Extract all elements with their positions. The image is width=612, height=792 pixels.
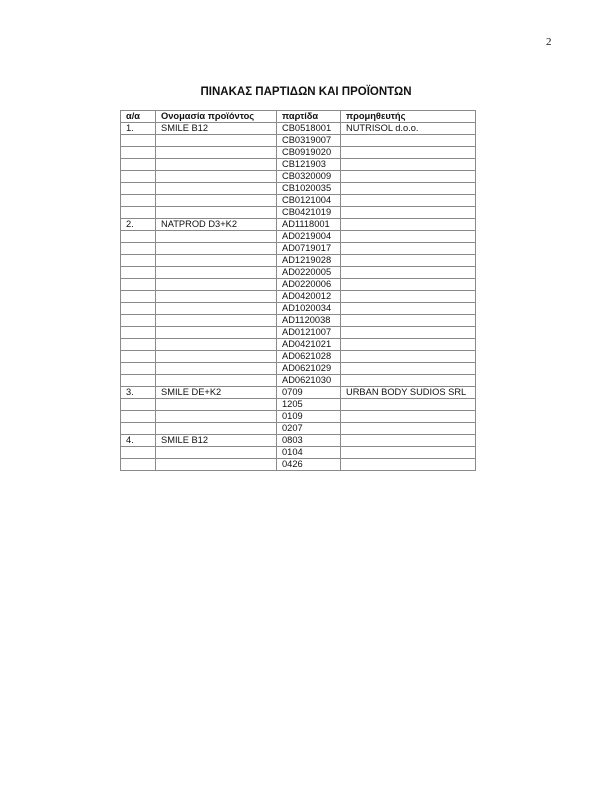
cell-index — [121, 411, 156, 423]
cell-batch: AD0621028 — [277, 351, 341, 363]
cell-batch: CB121903 — [277, 159, 341, 171]
cell-batch: 0207 — [277, 423, 341, 435]
cell-supplier — [341, 183, 476, 195]
table-row — [121, 243, 476, 255]
cell-batch: CB0919020 — [277, 147, 341, 159]
cell-product-name: SMILE DE+K2 — [156, 387, 277, 399]
cell-product-name — [156, 159, 277, 171]
table-row — [121, 255, 476, 267]
cell-batch: CB0518001 — [277, 123, 341, 135]
cell-supplier — [341, 147, 476, 159]
cell-batch: CB0121004 — [277, 195, 341, 207]
table-row — [121, 135, 476, 147]
cell-supplier — [341, 195, 476, 207]
cell-index — [121, 423, 156, 435]
cell-product-name — [156, 147, 277, 159]
cell-supplier — [341, 159, 476, 171]
table-row — [121, 387, 476, 399]
cell-index — [121, 255, 156, 267]
cell-batch: 0104 — [277, 447, 341, 459]
cell-product-name — [156, 351, 277, 363]
table-row — [121, 147, 476, 159]
table-row — [121, 207, 476, 219]
cell-supplier — [341, 351, 476, 363]
cell-batch: AD1120038 — [277, 315, 341, 327]
cell-index — [121, 135, 156, 147]
table-header-row — [121, 111, 476, 123]
table-row — [121, 315, 476, 327]
cell-supplier — [341, 399, 476, 411]
cell-index — [121, 303, 156, 315]
table-row — [121, 171, 476, 183]
table-row — [121, 279, 476, 291]
table-row — [121, 363, 476, 375]
cell-product-name — [156, 447, 277, 459]
table-row — [121, 375, 476, 387]
header-batch: παρτίδα — [277, 111, 341, 123]
table-row — [121, 183, 476, 195]
cell-index — [121, 207, 156, 219]
cell-product-name — [156, 327, 277, 339]
cell-product-name — [156, 135, 277, 147]
cell-supplier — [341, 207, 476, 219]
cell-index: 2. — [121, 219, 156, 231]
cell-index — [121, 279, 156, 291]
cell-product-name — [156, 375, 277, 387]
cell-supplier — [341, 339, 476, 351]
table-row — [121, 447, 476, 459]
cell-product-name — [156, 183, 277, 195]
cell-supplier — [341, 219, 476, 231]
cell-batch: AD0420012 — [277, 291, 341, 303]
cell-product-name — [156, 291, 277, 303]
cell-product-name — [156, 339, 277, 351]
cell-index — [121, 159, 156, 171]
cell-index — [121, 375, 156, 387]
cell-supplier — [341, 291, 476, 303]
cell-product-name — [156, 267, 277, 279]
cell-batch: 0426 — [277, 459, 341, 471]
table-row — [121, 435, 476, 447]
cell-index — [121, 243, 156, 255]
cell-index — [121, 351, 156, 363]
batches-table — [120, 110, 476, 471]
cell-batch: AD0220005 — [277, 267, 341, 279]
cell-supplier — [341, 231, 476, 243]
table-body — [121, 123, 476, 471]
cell-batch: AD1020034 — [277, 303, 341, 315]
cell-index — [121, 183, 156, 195]
cell-index — [121, 315, 156, 327]
cell-index — [121, 231, 156, 243]
cell-supplier — [341, 447, 476, 459]
cell-product-name — [156, 171, 277, 183]
cell-supplier — [341, 435, 476, 447]
cell-product-name — [156, 243, 277, 255]
cell-supplier — [341, 171, 476, 183]
header-index: α/α — [121, 111, 156, 123]
table-row — [121, 339, 476, 351]
cell-batch: CB1020035 — [277, 183, 341, 195]
cell-index — [121, 171, 156, 183]
cell-index: 4. — [121, 435, 156, 447]
table-row — [121, 291, 476, 303]
cell-batch: AD0421021 — [277, 339, 341, 351]
cell-batch: 0803 — [277, 435, 341, 447]
cell-batch: AD0121007 — [277, 327, 341, 339]
cell-batch: AD0219004 — [277, 231, 341, 243]
cell-index — [121, 267, 156, 279]
cell-index — [121, 147, 156, 159]
table-row — [121, 231, 476, 243]
cell-product-name: SMILE B12 — [156, 123, 277, 135]
document-title: ΠΙΝΑΚΑΣ ΠΑΡΤΙΔΩΝ ΚΑΙ ΠΡΟΪΟΝΤΩΝ — [200, 86, 412, 98]
table-row — [121, 327, 476, 339]
table-row — [121, 159, 476, 171]
cell-supplier — [341, 459, 476, 471]
cell-product-name — [156, 423, 277, 435]
cell-supplier — [341, 303, 476, 315]
cell-batch: CB0319007 — [277, 135, 341, 147]
cell-index — [121, 363, 156, 375]
cell-product-name — [156, 315, 277, 327]
cell-index — [121, 339, 156, 351]
cell-supplier — [341, 315, 476, 327]
table-row — [121, 423, 476, 435]
table-row — [121, 303, 476, 315]
cell-index: 3. — [121, 387, 156, 399]
cell-index — [121, 399, 156, 411]
cell-product-name: NATPROD D3+K2 — [156, 219, 277, 231]
cell-product-name — [156, 195, 277, 207]
table-row — [121, 195, 476, 207]
cell-product-name — [156, 303, 277, 315]
cell-index — [121, 447, 156, 459]
cell-batch: CB0421019 — [277, 207, 341, 219]
cell-supplier — [341, 411, 476, 423]
cell-product-name — [156, 207, 277, 219]
cell-supplier: NUTRISOL d.o.o. — [341, 123, 476, 135]
cell-batch: AD0621029 — [277, 363, 341, 375]
cell-product-name — [156, 399, 277, 411]
table-row — [121, 399, 476, 411]
cell-supplier — [341, 243, 476, 255]
cell-index: 1. — [121, 123, 156, 135]
cell-supplier — [341, 423, 476, 435]
cell-supplier — [341, 255, 476, 267]
cell-index — [121, 195, 156, 207]
cell-batch: 1205 — [277, 399, 341, 411]
cell-product-name: SMILE B12 — [156, 435, 277, 447]
cell-product-name — [156, 459, 277, 471]
table-row — [121, 219, 476, 231]
header-supplier: προμηθευτής — [341, 111, 476, 123]
cell-supplier — [341, 135, 476, 147]
cell-product-name — [156, 255, 277, 267]
cell-supplier — [341, 279, 476, 291]
table-row — [121, 267, 476, 279]
cell-batch: 0109 — [277, 411, 341, 423]
cell-supplier — [341, 267, 476, 279]
cell-batch: CB0320009 — [277, 171, 341, 183]
cell-supplier — [341, 363, 476, 375]
cell-index — [121, 459, 156, 471]
table-row — [121, 351, 476, 363]
table-row — [121, 123, 476, 135]
cell-product-name — [156, 363, 277, 375]
page-number: 2 — [546, 36, 552, 48]
cell-batch: 0709 — [277, 387, 341, 399]
cell-supplier — [341, 375, 476, 387]
table-row — [121, 411, 476, 423]
cell-supplier — [341, 327, 476, 339]
table-row — [121, 459, 476, 471]
header-product-name: Ονομασία προϊόντος — [156, 111, 277, 123]
cell-index — [121, 327, 156, 339]
cell-product-name — [156, 279, 277, 291]
cell-supplier: URBAN BODY SUDIOS SRL — [341, 387, 476, 399]
cell-batch: AD1219028 — [277, 255, 341, 267]
cell-product-name — [156, 231, 277, 243]
cell-index — [121, 291, 156, 303]
cell-batch: AD0220006 — [277, 279, 341, 291]
cell-batch: AD0621030 — [277, 375, 341, 387]
cell-batch: AD0719017 — [277, 243, 341, 255]
cell-product-name — [156, 411, 277, 423]
cell-batch: AD1118001 — [277, 219, 341, 231]
